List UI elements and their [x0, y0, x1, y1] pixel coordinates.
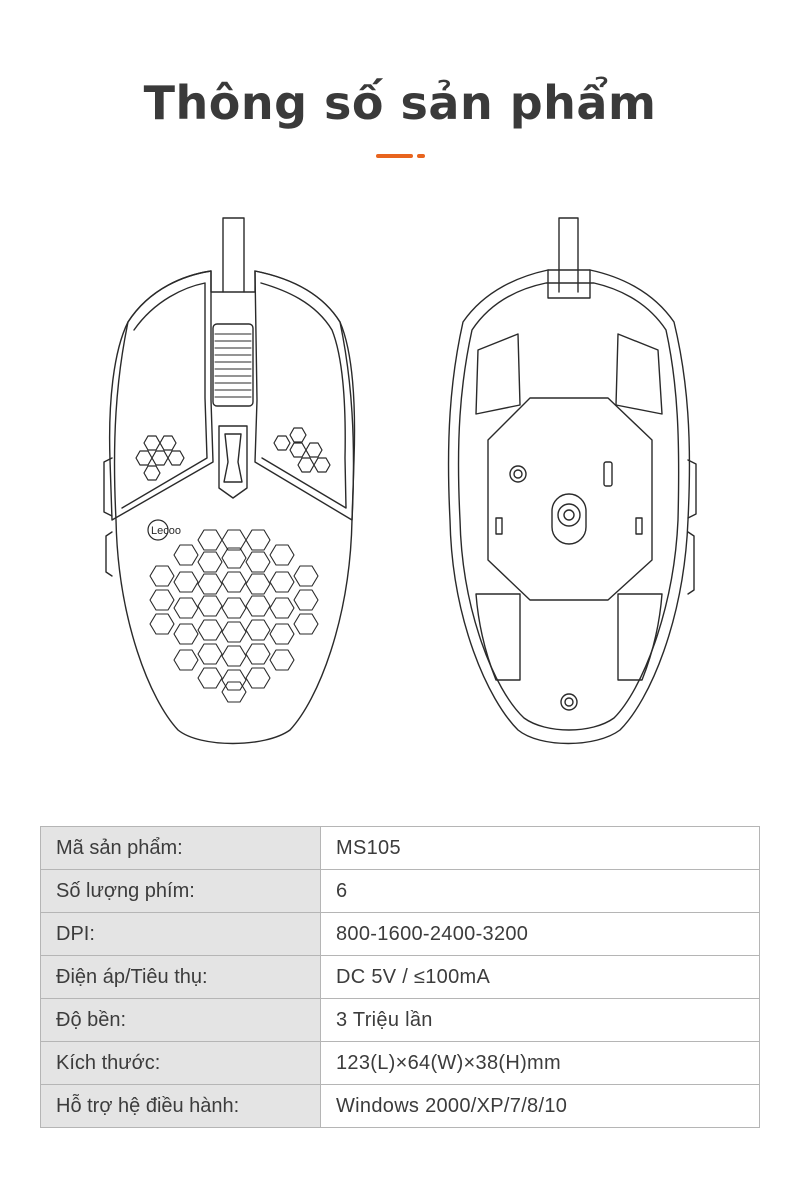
front-cable [223, 218, 244, 292]
skate-top-right [616, 334, 662, 414]
sensor-plate [488, 398, 652, 600]
right-button-inner [261, 283, 346, 508]
screw-hole-bottom [561, 694, 577, 710]
spec-row-os [41, 1085, 760, 1128]
mouse-bottom-view [449, 218, 696, 744]
spec-row-durability [41, 999, 760, 1042]
spec-row-dimensions [41, 1042, 760, 1085]
title-accent-bar [376, 154, 413, 158]
dpi-button-inner [224, 434, 242, 482]
sensor-lens [564, 510, 574, 520]
mouse-illustration [0, 200, 800, 780]
spec-value-dimensions: 123(L)×64(W)×38(H)mm [321, 1042, 760, 1085]
spec-label-power: Điện áp/Tiêu thụ: [41, 956, 321, 999]
left-button-inner [122, 283, 207, 508]
skate-top-left [476, 334, 520, 414]
scroll-wheel-ridges [215, 334, 251, 397]
palm-honeycomb [150, 530, 318, 702]
side-button-right-bottom [688, 532, 694, 594]
spec-value-os: Windows 2000/XP/7/8/10 [321, 1085, 760, 1128]
spec-row-power [41, 956, 760, 999]
bottom-body-outline [449, 270, 690, 744]
spec-label-os: Hỗ trợ hệ điều hành: [41, 1085, 321, 1128]
dpi-switch [604, 462, 612, 486]
spec-value-model: MS105 [321, 827, 760, 870]
cable-guard [548, 270, 590, 298]
side-button-left-bottom [106, 532, 112, 576]
skate-bottom-left [476, 594, 520, 680]
bottom-body-inner [459, 283, 679, 730]
spec-label-durability: Độ bền: [41, 999, 321, 1042]
clip-right [636, 518, 642, 534]
skate-bottom-right [618, 594, 662, 680]
clip-left [496, 518, 502, 534]
dpi-button [219, 426, 247, 498]
brand-logo: Lecoo [151, 525, 181, 537]
title-accent-dot [417, 154, 425, 158]
screw-hole-left-inner [514, 470, 522, 478]
mouse-front-view [104, 218, 354, 744]
specs-table [40, 826, 760, 1128]
spec-label-model: Mã sản phẩm: [41, 827, 321, 870]
spec-label-dimensions: Kích thước: [41, 1042, 321, 1085]
spec-value-power: DC 5V / ≤100mA [321, 956, 760, 999]
sensor-housing [552, 494, 586, 544]
spec-row-dpi [41, 913, 760, 956]
spec-label-dpi: DPI: [41, 913, 321, 956]
front-body-outline [115, 271, 354, 744]
button-honeycomb [136, 428, 330, 480]
spec-value-dpi: 800-1600-2400-3200 [321, 913, 760, 956]
spec-label-buttons: Số lượng phím: [41, 870, 321, 913]
left-button-outline [110, 271, 213, 520]
spec-value-durability: 3 Triệu lần [321, 999, 760, 1042]
page-title: Thông số sản phẩm [143, 76, 657, 130]
screw-hole-bottom-inner [565, 698, 573, 706]
scroll-wheel [213, 324, 253, 406]
sensor-lens-outer [558, 504, 580, 526]
spec-row-model [41, 827, 760, 870]
bottom-cable [559, 218, 578, 292]
screw-hole-left [510, 466, 526, 482]
spec-value-buttons: 6 [321, 870, 760, 913]
spec-row-buttons [41, 870, 760, 913]
